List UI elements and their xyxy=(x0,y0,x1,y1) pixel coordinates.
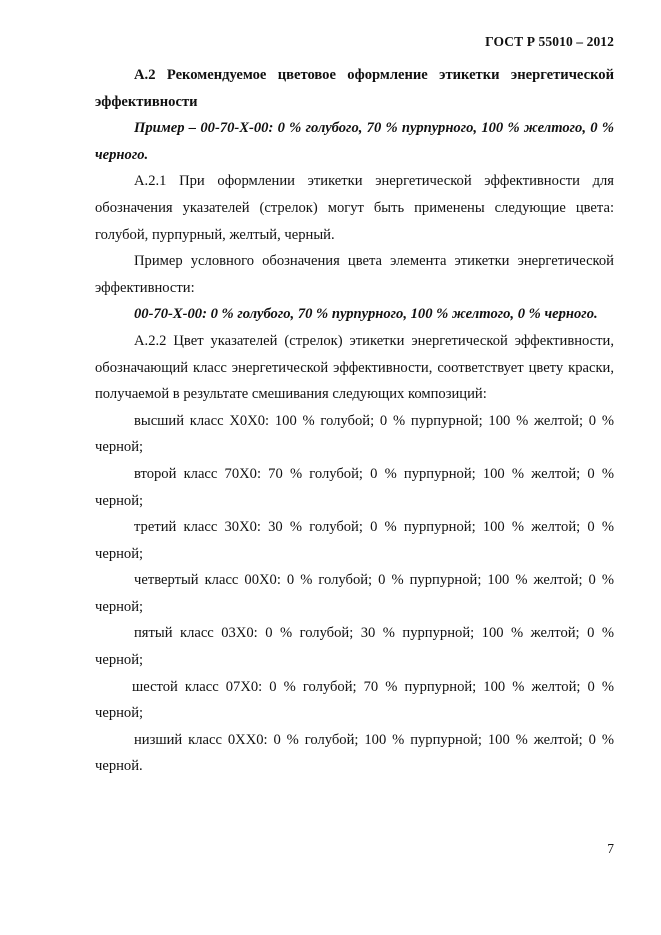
class-item-highest: высший класс Х0Х0: 100 % голубой; 0 % пурпурной; 100 % желтой; 0 % черной; xyxy=(95,412,614,456)
paragraph-example-intro: Пример условного обозначения цвета элемента этикетки энергетической эффективности: xyxy=(95,253,614,296)
class-item-lowest: низший класс 0ХХ0: 0 % голубой; 100 % пурпурной; 100 % желтой; 0 % черной. xyxy=(95,731,614,775)
document-header-standard: ГОСТ Р 55010 – 2012 xyxy=(485,34,614,49)
example-note-2: 00-70-Х-00: 0 % голубого, 70 % пурпурного, 100 % желтого, 0 % черного. xyxy=(134,306,598,323)
class-item-second: второй класс 70Х0: 70 % голубой; 0 % пурпурной; 100 % желтой; 0 % черной; xyxy=(95,465,614,509)
page-number: 7 xyxy=(607,841,614,856)
paragraph-a21: А.2.1 При оформлении этикетки энергетической эффективности для обозначения указателей (стрелок) могут быть применены следующие цвета: голубой, пурпурный, желтый, черный. xyxy=(95,173,614,243)
document-body xyxy=(95,62,614,780)
class-item-sixth: шестой класс 07Х0: 0 % голубой; 70 % пурпурной; 100 % желтой; 0 % черной; xyxy=(95,678,614,722)
section-title: А.2 Рекомендуемое цветовое оформление этикетки энергетической эффективности xyxy=(95,67,614,110)
class-item-fourth: четвертый класс 00Х0: 0 % голубой; 0 % пурпурной; 100 % желтой; 0 % черной; xyxy=(95,572,614,615)
paragraph-a22: А.2.2 Цвет указателей (стрелок) этикетки энергетической эффективности, обозначающий класс энергетической эффективности, соответствует цвету краски, получаемой в результате смешивания следующих композиций: xyxy=(95,332,614,403)
class-item-fifth: пятый класс 03Х0: 0 % голубой; 30 % пурпурной; 100 % желтой; 0 % черной; xyxy=(95,625,614,669)
example-note-1: Пример – 00-70-Х-00: 0 % голубого, 70 % пурпурного, 100 % желтого, 0 % черного. xyxy=(95,120,614,163)
class-item-third: третий класс 30Х0: 30 % голубой; 0 % пурпурной; 100 % желтой; 0 % черной; xyxy=(95,519,614,562)
